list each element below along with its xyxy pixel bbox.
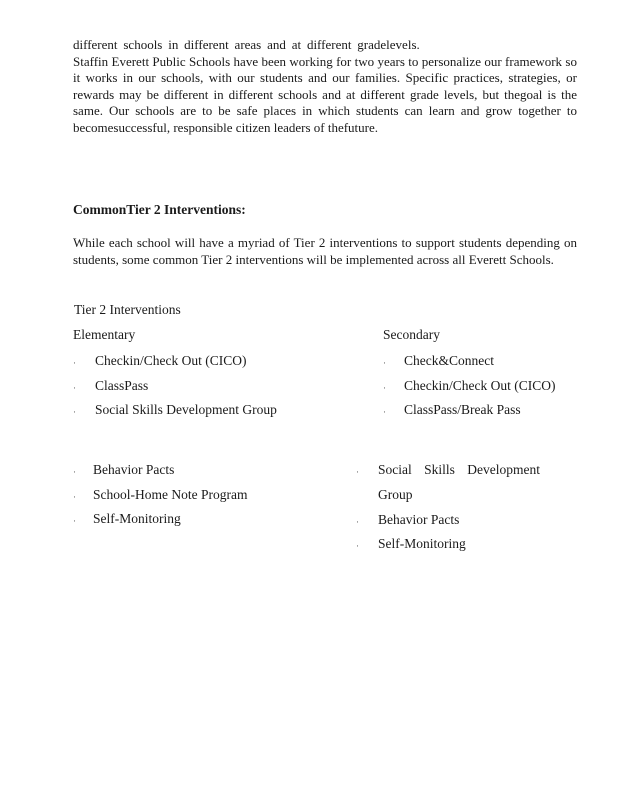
bullet-icon: ·	[356, 541, 359, 552]
list-item: · Behavior Pacts	[356, 511, 556, 536]
bullet-icon: ·	[73, 516, 76, 527]
list-item: · Behavior Pacts	[73, 461, 353, 486]
bullet-icon: ·	[356, 467, 359, 477]
list-item: · Self-Monitoring	[356, 535, 556, 560]
secondary-label: Secondary	[383, 327, 440, 342]
bullet-icon: ·	[73, 358, 76, 368]
bullet-icon: ·	[73, 407, 76, 418]
bullet-icon: ·	[356, 516, 359, 527]
elementary-label: Elementary	[73, 327, 136, 342]
list-item: · School-Home Note Program	[73, 486, 353, 511]
list-item: · Social Skills Development Group	[356, 462, 540, 502]
tier-label: Tier 2 Interventions	[74, 302, 181, 317]
list-item: · ClassPass	[73, 377, 363, 402]
bullet-icon: ·	[73, 491, 76, 502]
list-item: · ClassPass/Break Pass	[383, 401, 583, 426]
section-paragraph: While each school will have a myriad of Tier 2 interventions to support students depending on students, some common Tier 2 interventions will be implemented across all Everett Schools.	[73, 235, 577, 267]
secondary-list-1	[383, 352, 583, 426]
intro-line-1: different schools in different areas and at different gradelevels.	[73, 37, 420, 52]
list-item: · Social Skills Development Group	[73, 401, 363, 426]
list-item: · Checkin/Check Out (CICO)	[73, 352, 363, 377]
bullet-icon: ·	[383, 382, 386, 393]
section-heading: CommonTier 2 Interventions:	[73, 202, 246, 217]
secondary-list-2	[356, 461, 556, 560]
elementary-list-1	[73, 352, 363, 426]
list-item: · Check&Connect	[383, 352, 583, 377]
intro-paragraph	[73, 37, 577, 137]
elementary-list-2	[73, 461, 353, 535]
intro-text: Staffin Everett Public Schools have been working for two years to personalize our framework so it works in our schools, with our students and our families. Specific practices, strategies, or rewards may be different in different schools and at different grade levels, but thegoal is the same. Our schools are to be safe places in which students can learn and grow together to becomesuccessful, responsible citizen leaders of thefuture.	[73, 53, 577, 135]
list-item: · Self-Monitoring	[73, 510, 353, 535]
list-item: · Checkin/Check Out (CICO)	[383, 377, 583, 402]
bullet-icon: ·	[73, 467, 76, 477]
bullet-icon: ·	[73, 382, 76, 393]
bullet-icon: ·	[383, 358, 386, 368]
bullet-icon: ·	[383, 407, 386, 418]
